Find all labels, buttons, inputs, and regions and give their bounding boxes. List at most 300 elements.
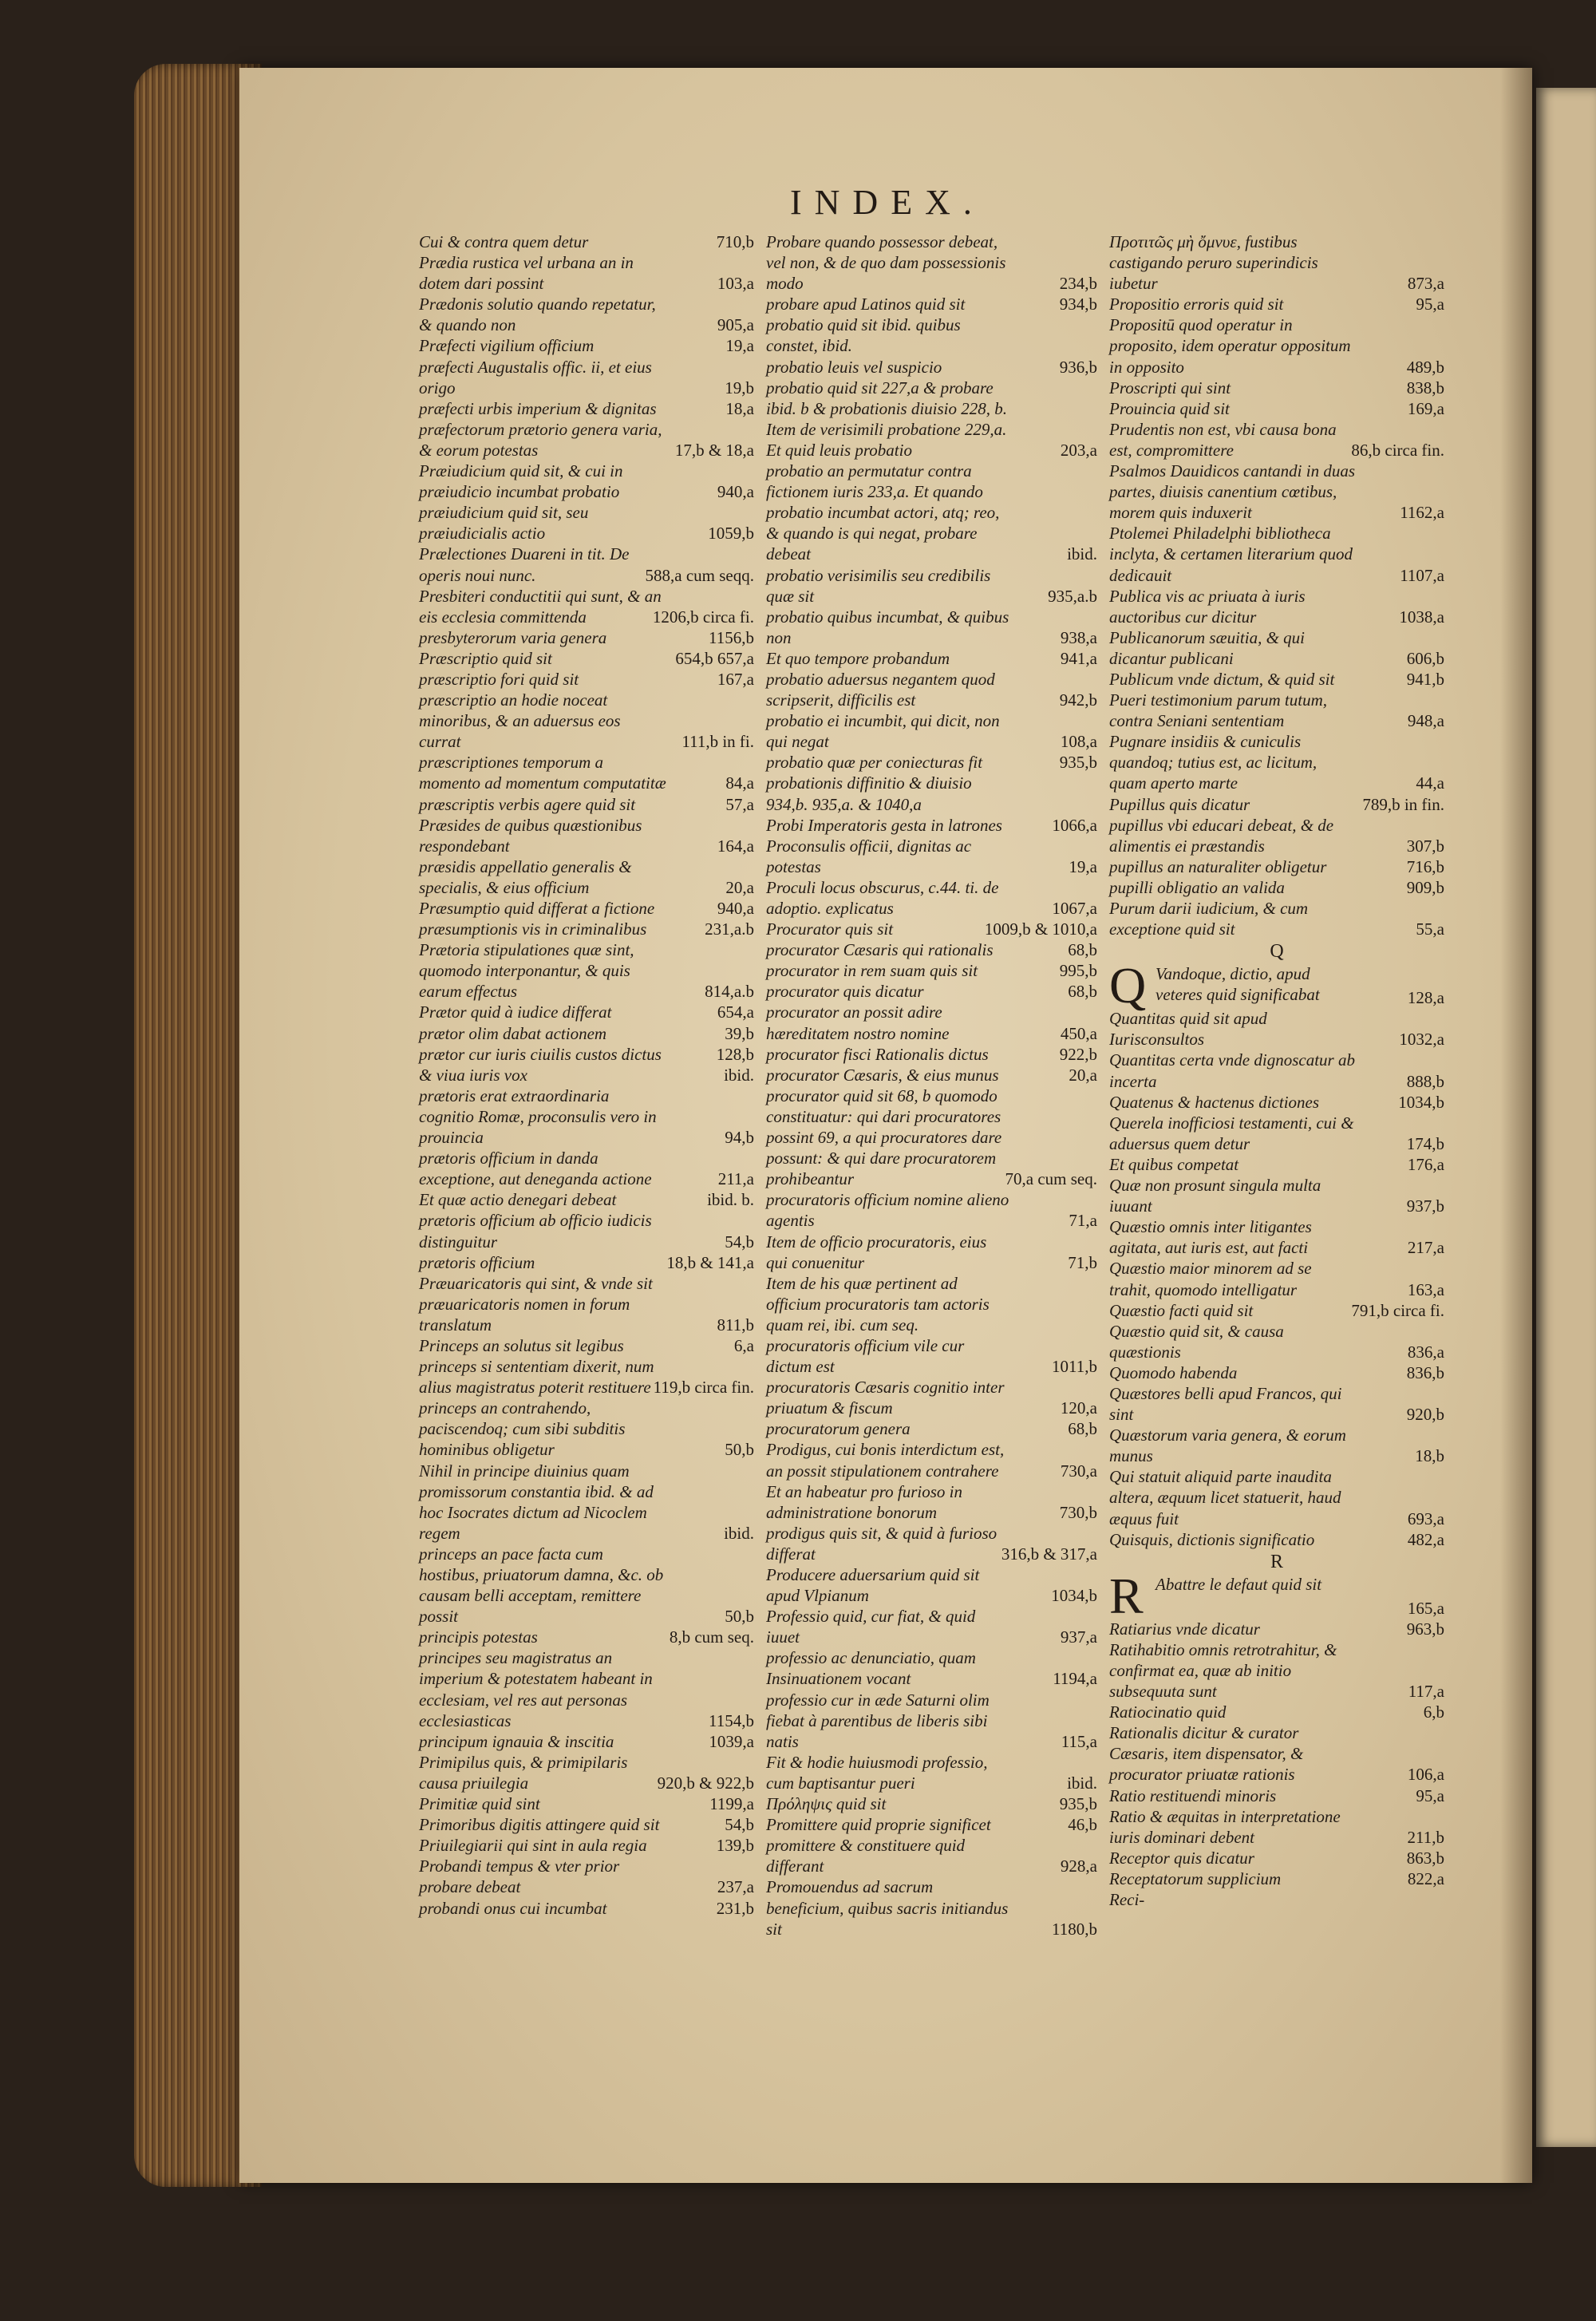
index-entry <box>766 1793 1097 1814</box>
entry-page-ref: 128,a <box>1407 988 1444 1008</box>
index-entry <box>1109 419 1444 461</box>
index-entry <box>419 1856 754 1897</box>
entry-page-ref: 128,b <box>716 1044 754 1064</box>
entry-page-ref: 606,b <box>1406 648 1444 668</box>
entry-page-ref: 50,b <box>725 1607 754 1627</box>
entry-page-ref: 940,a <box>717 899 754 918</box>
index-entry <box>766 314 1097 356</box>
entry-page-ref: 169,a <box>1407 398 1444 418</box>
index-entry <box>766 1876 1097 1939</box>
entry-text: Pugnare insidiis & cuniculis quandoq; tutius est, ac licitum, quam aperto marte <box>1109 732 1317 793</box>
section-letter: R <box>1270 1551 1283 1572</box>
entry-page-ref: 937,a <box>1060 1627 1097 1647</box>
entry-page-ref: 838,b <box>1406 378 1444 397</box>
entry-text: Ratio restituendi minoris <box>1109 1785 1277 1805</box>
entry-page-ref: 120,a <box>1060 1398 1097 1418</box>
index-entry <box>1109 957 1444 1014</box>
entry-text: præscriptio fori quid sit <box>419 669 579 689</box>
entry-page-ref: ibid. <box>724 1065 754 1085</box>
entry-page-ref: 716,b <box>1406 856 1444 876</box>
entry-text: prætor cur iuris ciuilis custos dictus <box>419 1044 662 1064</box>
entry-page-ref: 1154,b <box>709 1710 754 1730</box>
entry-page-ref: 217,a <box>1407 1238 1444 1258</box>
entry-text: princeps si sententiam dixerit, num alius magistratus poterit restituere <box>419 1357 654 1398</box>
index-entry <box>766 836 1097 877</box>
index-entry <box>766 1377 1097 1418</box>
entry-text: Procurator quis sit <box>766 919 894 939</box>
entry-text: pupilli obligatio an valida <box>1109 877 1285 897</box>
entry-text: procuratoris officium vile cur dictum est <box>766 1335 965 1377</box>
index-entry <box>1109 1567 1444 1624</box>
entry-text: Professio quid, cur fiat, & quid iuuet <box>766 1607 976 1647</box>
index-entry <box>419 1044 754 1065</box>
entry-text: Pueri testimonium parum tutum, contra Seniani sententiam <box>1109 690 1327 731</box>
index-entry <box>1109 1092 1444 1113</box>
index-entry <box>419 669 754 690</box>
entry-page-ref: 174,b <box>1406 1133 1444 1153</box>
entry-page-ref: 6,b <box>1423 1702 1444 1722</box>
entry-text: Prælectiones Duareni in tit. De operis noui nunc. <box>419 544 630 585</box>
entry-text: Ratiarius vnde dicatur <box>1109 1619 1260 1639</box>
entry-page-ref: 19,a <box>1069 856 1097 876</box>
entry-text: Quæstio maior minorem ad se trahit, quomodo intelligatur <box>1109 1259 1312 1299</box>
entry-text: Quomodo habenda <box>1109 1362 1238 1382</box>
index-entry <box>766 357 1097 378</box>
gutter-shadow <box>1500 68 1532 2183</box>
entry-text: Ratio & æquitas in interpretatione iuris dominari debent <box>1109 1806 1341 1847</box>
index-entry <box>766 1606 1097 1647</box>
index-entry <box>766 461 1097 564</box>
entry-text: Quæstio omnis inter litigantes agitata, aut iuris est, aut facti <box>1109 1217 1312 1258</box>
index-entry <box>766 1523 1097 1564</box>
entry-text: Promittere quid proprie significet <box>766 1815 991 1835</box>
index-entry <box>419 1731 754 1752</box>
entry-page-ref: 165,a <box>1407 1598 1444 1618</box>
entry-page-ref: 1194,a <box>1053 1669 1097 1689</box>
entry-page-ref: 942,b <box>1059 690 1097 710</box>
index-entry <box>1109 378 1444 398</box>
entry-page-ref: 84,a <box>725 773 754 793</box>
entry-text: procurator an possit adire hæreditatem nostro nomine <box>766 1002 950 1043</box>
entry-text: probatio an permutatur contra fictionem iuris 233,a. Et quando probatio incumbat actori, atq; reo, & quando is qui negat, probare debeat <box>766 461 1000 564</box>
entry-page-ref: 68,b <box>1068 982 1097 1002</box>
entry-text: Ratiocinatio quid <box>1109 1702 1227 1722</box>
entry-page-ref: 730,a <box>1060 1461 1097 1481</box>
drop-cap-initial: R <box>1109 1567 1144 1624</box>
entry-text: pupillus vbi educari debeat, & de alimentis ei præstandis <box>1109 815 1334 856</box>
entry-text: Nihil in principe diuinius quam promissorum constantia ibid. & ad hoc Isocrates dictum ad Nicoclem regem <box>419 1461 654 1543</box>
entry-page-ref: 68,b <box>1068 940 1097 960</box>
entry-page-ref: 18,a <box>725 398 754 418</box>
index-entry <box>766 565 1097 607</box>
entry-text: probatio quid sit ibid. quibus constet, ibid. <box>766 315 961 356</box>
index-entry <box>766 1835 1097 1876</box>
entry-text: præscriptio an hodie noceat minoribus, & an aduersus eos currat <box>419 690 621 752</box>
entry-page-ref: 935,b <box>1059 753 1097 773</box>
index-entry <box>419 1189 754 1210</box>
index-column-3 <box>1109 231 1444 1910</box>
entry-page-ref: 316,b & 317,a <box>1001 1544 1097 1564</box>
index-column-1 <box>419 231 754 1919</box>
entry-page-ref: 450,a <box>1060 1023 1097 1043</box>
entry-page-ref: 139,b <box>716 1836 754 1856</box>
entry-text: Prætor quid à iudice differat <box>419 1002 612 1022</box>
entry-text: probatio quæ per coniecturas fit <box>766 753 983 773</box>
entry-text: Quæstio facti quid sit <box>1109 1300 1254 1320</box>
entry-text: principes seu magistratus an imperium & potestatem habeant in ecclesiam, vel res aut personas ecclesiasticas <box>419 1648 653 1730</box>
entry-text: Proconsulis officii, dignitas ac potestas <box>766 836 972 876</box>
index-entry <box>766 669 1097 710</box>
entry-text: Præiudicium quid sit, & cui in præiudicio incumbat probatio <box>419 461 623 502</box>
entry-text: prætoris officium in danda exceptione, aut deneganda actione <box>419 1149 652 1189</box>
index-entry <box>1109 1216 1444 1258</box>
index-entry <box>419 252 754 294</box>
entry-page-ref: 936,b <box>1059 357 1097 377</box>
index-entry <box>419 586 754 627</box>
entry-text: principis potestas <box>419 1627 538 1647</box>
entry-page-ref: 1067,a <box>1052 899 1097 918</box>
entry-text: prætoris officium ab officio iudicis distinguitur <box>419 1211 652 1251</box>
entry-text: procuratoris officium nomine alieno agentis <box>766 1190 1009 1231</box>
entry-page-ref: 935,b <box>1059 1794 1097 1814</box>
index-entry <box>1109 1466 1444 1528</box>
entry-page-ref: 70,a cum seq. <box>1005 1169 1097 1189</box>
entry-page-ref: 211,a <box>717 1169 754 1189</box>
entry-text: Receptatorum supplicium <box>1109 1868 1282 1888</box>
entry-page-ref: 94,b <box>725 1128 754 1148</box>
entry-text: probatio leuis vel suspicio <box>766 357 942 377</box>
entry-page-ref: 940,a <box>717 482 754 502</box>
entry-text: Producere aduersarium quid sit apud Vlpianum <box>766 1565 980 1606</box>
entry-text: prætor olim dabat actionem <box>419 1023 607 1043</box>
entry-text: Probare quando possessor debeat, vel non, & de quo dam possessionis modo <box>766 232 1006 294</box>
entry-text: Prædia rustica vel urbana an in dotem dari possint <box>419 253 634 294</box>
index-entry <box>419 419 754 461</box>
entry-text: præfecti urbis imperium & dignitas <box>419 398 657 418</box>
entry-text: Item de officio procuratoris, eius qui conuenitur <box>766 1232 987 1272</box>
index-entry <box>766 1044 1097 1065</box>
index-entry <box>419 357 754 398</box>
entry-page-ref: 1066,a <box>1052 815 1097 835</box>
index-entry <box>1109 856 1444 877</box>
entry-text: prætoris erat extraordinaria cognitio Romæ, proconsulis vero in prouincia <box>419 1085 657 1148</box>
entry-page-ref: 693,a <box>1407 1508 1444 1528</box>
entry-page-ref: 6,a <box>733 1335 754 1355</box>
index-entry <box>1109 1889 1444 1910</box>
index-entry <box>1109 1175 1444 1216</box>
entry-page-ref: 211,b <box>1407 1827 1444 1847</box>
index-entry <box>1109 461 1444 523</box>
entry-text: professio ac denunciatio, quam Insinuationem vocant <box>766 1648 976 1689</box>
entry-page-ref: 68,b <box>1068 1419 1097 1439</box>
entry-page-ref: 888,b <box>1406 1071 1444 1091</box>
index-entry <box>419 1398 754 1460</box>
entry-page-ref: 237,a <box>717 1877 754 1897</box>
index-entry <box>766 1335 1097 1377</box>
entry-page-ref: 17,b & 18,a <box>674 440 754 460</box>
entry-page-ref: 836,a <box>1407 1342 1444 1362</box>
entry-page-ref: 873,a <box>1407 274 1444 294</box>
entry-text: procuratoris Cæsaris cognitio inter priuatum & fiscum <box>766 1378 1005 1418</box>
index-entry <box>419 502 754 544</box>
entry-text: Quatenus & hactenus dictiones <box>1109 1092 1320 1112</box>
entry-text: presbyterorum varia genera <box>419 627 607 647</box>
entry-text: professio cur in æde Saturni olim fiebat à parentibus de liberis sibi natis <box>766 1690 990 1751</box>
index-entry <box>1109 294 1444 314</box>
index-entry <box>419 1793 754 1814</box>
entry-page-ref: 934,b <box>1059 295 1097 314</box>
index-entry <box>766 960 1097 981</box>
entry-text: præfecti Augustalis offic. ii, et eius origo <box>419 357 652 397</box>
entry-page-ref: 937,b <box>1406 1196 1444 1216</box>
index-entry <box>766 294 1097 314</box>
index-entry <box>419 1085 754 1148</box>
index-entry <box>1109 1806 1444 1848</box>
entry-page-ref: 905,a <box>717 315 754 335</box>
entry-page-ref: 164,a <box>717 836 754 856</box>
entry-text: Prouincia quid sit <box>1109 398 1230 418</box>
entry-text: Purum darii iudicium, & cum exceptione quid sit <box>1109 899 1309 939</box>
entry-page-ref: 231,b <box>716 1898 754 1918</box>
entry-text: Pupillus quis dicatur <box>1109 794 1250 814</box>
index-entry <box>1109 1383 1444 1425</box>
entry-text: Probandi tempus & vter prior probare debeat <box>419 1856 620 1897</box>
entry-page-ref: 710,b <box>716 232 754 251</box>
index-entry <box>766 939 1097 960</box>
index-entry <box>419 939 754 1002</box>
entry-page-ref: 86,b circa fin. <box>1351 440 1444 460</box>
entry-page-ref: ibid. <box>1067 544 1097 564</box>
index-entry <box>1109 731 1444 793</box>
entry-page-ref: ibid. <box>1067 1773 1097 1793</box>
entry-page-ref: 654,a <box>717 1002 754 1022</box>
index-entry <box>419 1252 754 1273</box>
index-entry <box>419 1461 754 1544</box>
entry-page-ref: 791,b circa fi. <box>1351 1300 1444 1320</box>
index-entry <box>766 773 1097 814</box>
index-entry <box>419 294 754 335</box>
index-entry <box>419 815 754 856</box>
entry-page-ref: 1034,b <box>1398 1092 1444 1112</box>
index-entry <box>766 1752 1097 1793</box>
entry-page-ref: 18,b & 141,a <box>666 1252 754 1272</box>
entry-text: procuratorum genera <box>766 1419 911 1439</box>
entry-page-ref: 119,b circa fin. <box>653 1378 754 1398</box>
index-entry <box>766 919 1097 939</box>
index-entry <box>1109 690 1444 731</box>
entry-page-ref: 106,a <box>1407 1765 1444 1785</box>
entry-text: Quæstio quid sit, & causa quæstionis <box>1109 1321 1284 1362</box>
entry-page-ref: 203,a <box>1060 440 1097 460</box>
entry-page-ref: 57,a <box>725 794 754 814</box>
index-entry <box>419 335 754 356</box>
entry-page-ref: 935,a.b <box>1048 586 1097 606</box>
index-entry <box>419 1544 754 1627</box>
index-entry <box>1109 1008 1444 1050</box>
entry-text: Promouendus ad sacrum beneficium, quibus sacris initiandus sit <box>766 1877 1009 1939</box>
entry-text: Publica vis ac priuata à iuris auctoribus cur dicitur <box>1109 586 1306 627</box>
index-entry <box>419 1647 754 1730</box>
index-entry <box>1109 898 1444 939</box>
entry-page-ref: 489,b <box>1406 357 1444 377</box>
entry-page-ref: 922,b <box>1059 1044 1097 1064</box>
entry-page-ref: 963,b <box>1406 1619 1444 1639</box>
index-entry <box>766 1814 1097 1835</box>
entry-text: Ratihabitio omnis retrotrahitur, & confirmat ea, quæ ab initio subsequuta sunt <box>1109 1639 1337 1702</box>
entry-page-ref: 1038,a <box>1399 607 1444 627</box>
entry-text: Proscripti qui sint <box>1109 378 1231 397</box>
entry-page-ref: 44,a <box>1416 773 1444 793</box>
entry-page-ref: 163,a <box>1407 1279 1444 1299</box>
entry-page-ref: 55,a <box>1416 919 1444 939</box>
index-entry <box>766 710 1097 752</box>
entry-text: prætoris officium <box>419 1252 535 1272</box>
index-entry <box>419 648 754 669</box>
entry-text: Vandoque, dictio, apud veteres quid significabat <box>1156 964 1320 1005</box>
index-entry <box>1109 1785 1444 1806</box>
entry-text: Probi Imperatoris gesta in latrones <box>766 815 1002 835</box>
index-entry <box>1109 1050 1444 1091</box>
index-entry <box>419 1273 754 1335</box>
index-entry <box>766 378 1097 461</box>
entry-page-ref: 1039,a <box>709 1731 754 1751</box>
entry-page-ref: 654,b 657,a <box>675 648 754 668</box>
index-entry <box>766 648 1097 669</box>
entry-page-ref: 920,b <box>1406 1405 1444 1425</box>
entry-text: Primitiæ quid sint <box>419 1794 540 1814</box>
entry-page-ref: 920,b & 922,b <box>657 1773 754 1793</box>
entry-text: Publicum vnde dictum, & quid sit <box>1109 669 1335 689</box>
index-entry <box>1109 1321 1444 1362</box>
index-entry <box>1109 877 1444 898</box>
entry-text: procurator in rem suam quis sit <box>766 961 978 981</box>
entry-page-ref: 822,a <box>1407 1868 1444 1888</box>
entry-text: & viua iuris vox <box>419 1065 527 1085</box>
index-entry <box>1109 1425 1444 1466</box>
index-entry <box>419 1210 754 1251</box>
entry-text: Princeps an solutus sit legibus <box>419 1335 624 1355</box>
entry-page-ref: 117,a <box>1408 1682 1444 1702</box>
entry-text: Præsides de quibus quæstionibus respondebant <box>419 815 642 856</box>
entry-text: Psalmos Dauidicos cantandi in duas partes, diuisis canentium cœtibus, morem quis induxerit <box>1109 461 1355 523</box>
index-entry <box>419 1065 754 1085</box>
entry-text: probatio quibus incumbat, & quibus non <box>766 607 1009 647</box>
index-entry <box>419 544 754 585</box>
entry-text: probare apud Latinos quid sit <box>766 295 966 314</box>
index-entry <box>419 1356 754 1398</box>
entry-text: Præuaricatoris qui sint, & vnde sit præuaricatoris nomen in forum translatum <box>419 1273 653 1334</box>
index-entry <box>419 398 754 419</box>
entry-text: præiudicium quid sit, seu præiudicialis actio <box>419 503 589 544</box>
entry-page-ref: 71,b <box>1068 1252 1097 1272</box>
index-entry <box>766 1189 1097 1231</box>
index-entry <box>766 1690 1097 1752</box>
entry-text: Propositū quod operatur in proposito, idem operatur oppositum in opposito <box>1109 315 1351 377</box>
entry-page-ref: 8,b cum seq. <box>669 1627 754 1647</box>
entry-text: Præscriptio quid sit <box>419 648 552 668</box>
index-entry <box>1109 1702 1444 1722</box>
entry-page-ref: 1162,a <box>1400 503 1444 523</box>
entry-text: præfectorum prætorio genera varia, & eorum potestas <box>419 419 662 460</box>
index-entry <box>1109 669 1444 690</box>
index-entry <box>419 1335 754 1356</box>
entry-page-ref: 176,a <box>1407 1154 1444 1174</box>
entry-text: præsumptionis vis in criminalibus <box>419 919 647 939</box>
entry-page-ref: 789,b in fin. <box>1362 794 1444 814</box>
entry-text: pupillus an naturaliter obligetur <box>1109 856 1327 876</box>
index-entry <box>1109 1529 1444 1550</box>
entry-page-ref: 95,a <box>1416 295 1444 314</box>
index-entry <box>1109 794 1444 815</box>
index-entry <box>1109 1300 1444 1321</box>
index-entry <box>419 1023 754 1044</box>
index-entry <box>419 1814 754 1835</box>
index-entry <box>1109 1154 1444 1175</box>
index-entry <box>1109 586 1444 627</box>
entry-page-ref: 20,a <box>725 877 754 897</box>
index-entry <box>1109 1113 1444 1154</box>
entry-text: Priuilegiarii qui sint in aula regia <box>419 1836 647 1856</box>
index-entry <box>766 1232 1097 1273</box>
entry-text: Præfecti vigilium officium <box>419 336 595 356</box>
entry-page-ref: 863,b <box>1406 1848 1444 1868</box>
entry-page-ref: 71,a <box>1069 1211 1097 1231</box>
entry-page-ref: 1199,a <box>709 1794 754 1814</box>
index-entry <box>766 1273 1097 1335</box>
entry-text: procurator Cæsaris, & eius munus <box>766 1065 999 1085</box>
index-entry <box>766 752 1097 773</box>
entry-page-ref: 1009,b & 1010,a <box>984 919 1097 939</box>
entry-page-ref: 730,b <box>1059 1502 1097 1522</box>
entry-text: Fit & hodie huiusmodi professio, cum baptisantur pueri <box>766 1752 988 1793</box>
entry-page-ref: 18,b <box>1415 1446 1444 1466</box>
index-entry <box>766 1418 1097 1439</box>
index-entry <box>766 1647 1097 1689</box>
entry-text: promittere & constituere quid differant <box>766 1836 966 1876</box>
index-entry <box>419 1752 754 1793</box>
index-entry <box>766 1481 1097 1523</box>
entry-page-ref: 938,a <box>1060 627 1097 647</box>
entry-text: Quæstores belli apud Francos, qui sint <box>1109 1383 1342 1425</box>
entry-page-ref: 307,b <box>1406 836 1444 856</box>
entry-text: præscriptiones temporum a momento ad momentum computatitæ <box>419 753 666 793</box>
entry-page-ref: 1034,b <box>1051 1586 1097 1606</box>
index-entry <box>766 607 1097 648</box>
entry-page-ref: 54,b <box>725 1815 754 1835</box>
entry-text: Rationalis dicitur & curator Cæsaris, item dispensator, & procurator priuatæ rationis <box>1109 1723 1304 1785</box>
entry-text: Cui & contra quem detur <box>419 232 589 251</box>
index-entry <box>1109 398 1444 419</box>
index-entry <box>419 1835 754 1856</box>
entry-text: Receptor quis dicatur <box>1109 1848 1254 1868</box>
entry-page-ref: 948,a <box>1407 711 1444 731</box>
entry-text: Proculi locus obscurus, c.44. ti. de adoptio. explicatus <box>766 877 999 918</box>
entry-text: Querela inofficiosi testamenti, cui & aduersus quem detur <box>1109 1113 1354 1153</box>
index-entry <box>1109 231 1444 294</box>
entry-text: prodigus quis sit, & quid à furioso differat <box>766 1523 998 1564</box>
entry-page-ref: 909,b <box>1406 877 1444 897</box>
index-entry <box>766 1439 1097 1481</box>
entry-page-ref: 46,b <box>1068 1815 1097 1835</box>
entry-page-ref: 836,b <box>1406 1362 1444 1382</box>
entry-page-ref: ibid. <box>724 1523 754 1543</box>
entry-text: Quantitas certa vnde dignoscatur ab incerta <box>1109 1050 1355 1091</box>
index-entry <box>419 1898 754 1919</box>
entry-page-ref: 95,a <box>1416 1785 1444 1805</box>
entry-page-ref: 995,b <box>1059 961 1097 981</box>
index-entry <box>1109 627 1444 669</box>
entry-text: procurator quis dicatur <box>766 982 924 1002</box>
